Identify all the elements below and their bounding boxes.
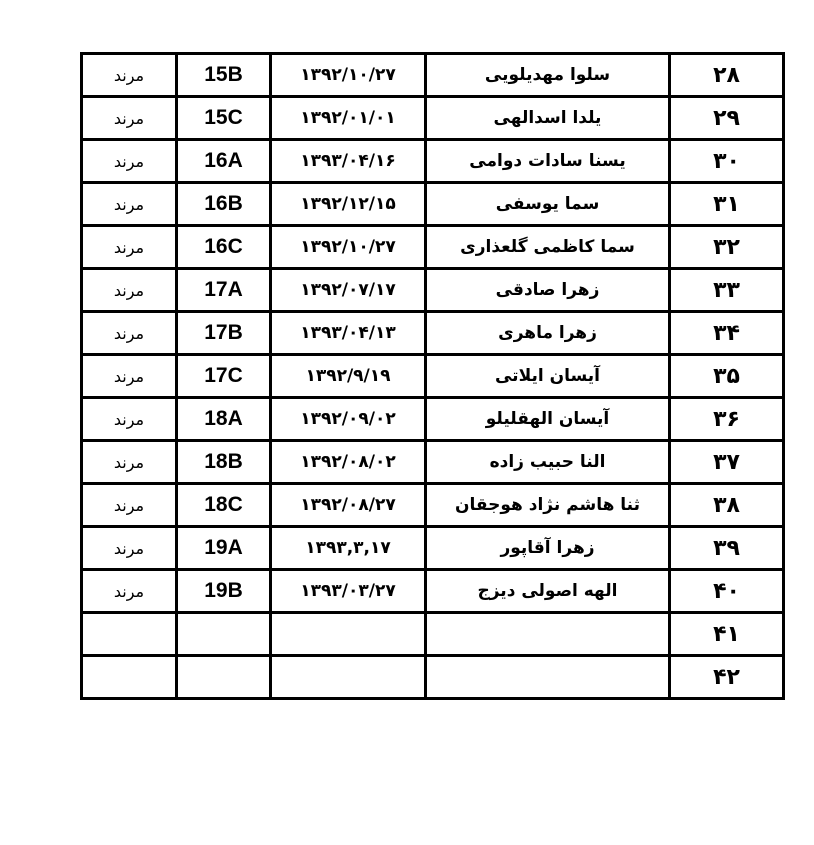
row-number-cell: ۳۴ [670,312,784,355]
city-cell: مرند [82,54,177,97]
table-row [82,613,784,656]
student-name-cell: زهرا ماهری [426,312,670,355]
city-cell: مرند [82,355,177,398]
class-code-cell: 19B [177,570,271,613]
row-number-cell: ۴۱ [670,613,784,656]
row-number-cell: ۳۳ [670,269,784,312]
class-code-cell: 16A [177,140,271,183]
birth-date-cell: ۱۳۹۳/۰۴/۱۳ [271,312,426,355]
city-cell: مرند [82,269,177,312]
city-cell [82,613,177,656]
table-row [82,140,784,183]
student-name-cell: یلدا اسدالهی [426,97,670,140]
class-code-cell: 16C [177,226,271,269]
student-name-cell: یسنا سادات دوامی [426,140,670,183]
city-cell: مرند [82,570,177,613]
class-code-cell [177,613,271,656]
student-name-cell: النا حبیب زاده [426,441,670,484]
row-number-cell: ۳۹ [670,527,784,570]
birth-date-cell: ۱۳۹۲/۹/۱۹ [271,355,426,398]
row-number-cell: ۳۷ [670,441,784,484]
row-number-cell: ۲۹ [670,97,784,140]
student-name-cell: زهرا آقاپور [426,527,670,570]
table-row [82,527,784,570]
birth-date-cell: ۱۳۹۲/۰۷/۱۷ [271,269,426,312]
student-name-cell: سما یوسفی [426,183,670,226]
student-name-cell [426,656,670,699]
table-row [82,656,784,699]
row-number-cell: ۳۱ [670,183,784,226]
student-name-cell: آیسان ایلاتی [426,355,670,398]
birth-date-cell: ۱۳۹۳/۰۳/۲۷ [271,570,426,613]
birth-date-cell: ۱۳۹۲/۰۱/۰۱ [271,97,426,140]
class-code-cell: 17C [177,355,271,398]
class-code-cell: 16B [177,183,271,226]
birth-date-cell: ۱۳۹۲/۰۸/۲۷ [271,484,426,527]
class-code-cell: 19A [177,527,271,570]
birth-date-cell: ۱۳۹۲/۰۹/۰۲ [271,398,426,441]
city-cell: مرند [82,140,177,183]
row-number-cell: ۲۸ [670,54,784,97]
city-cell [82,656,177,699]
birth-date-cell [271,656,426,699]
roster-body [82,54,784,699]
birth-date-cell: ۱۳۹۳,۳,۱۷ [271,527,426,570]
class-code-cell: 18C [177,484,271,527]
city-cell: مرند [82,398,177,441]
class-code-cell: 17B [177,312,271,355]
row-number-cell: ۴۰ [670,570,784,613]
student-roster-table [80,52,785,700]
table-row [82,441,784,484]
table-row [82,54,784,97]
class-code-cell: 18A [177,398,271,441]
student-name-cell: سما کاظمی گلعذاری [426,226,670,269]
table-row [82,312,784,355]
class-code-cell: 18B [177,441,271,484]
row-number-cell: ۴۲ [670,656,784,699]
table-row [82,355,784,398]
table-row [82,269,784,312]
table-row [82,226,784,269]
student-name-cell: ثنا هاشم نژاد هوجقان [426,484,670,527]
birth-date-cell: ۱۳۹۲/۱۲/۱۵ [271,183,426,226]
roster-sheet [80,52,782,700]
student-name-cell [426,613,670,656]
class-code-cell [177,656,271,699]
row-number-cell: ۳۸ [670,484,784,527]
city-cell: مرند [82,527,177,570]
table-row [82,484,784,527]
row-number-cell: ۳۵ [670,355,784,398]
city-cell: مرند [82,484,177,527]
city-cell: مرند [82,97,177,140]
class-code-cell: 17A [177,269,271,312]
row-number-cell: ۳۶ [670,398,784,441]
birth-date-cell: ۱۳۹۲/۰۸/۰۲ [271,441,426,484]
city-cell: مرند [82,183,177,226]
birth-date-cell: ۱۳۹۲/۱۰/۲۷ [271,226,426,269]
city-cell: مرند [82,441,177,484]
table-row [82,398,784,441]
table-row [82,183,784,226]
city-cell: مرند [82,226,177,269]
birth-date-cell [271,613,426,656]
birth-date-cell: ۱۳۹۳/۰۴/۱۶ [271,140,426,183]
row-number-cell: ۳۰ [670,140,784,183]
table-row [82,97,784,140]
student-name-cell: زهرا صادقی [426,269,670,312]
student-name-cell: سلوا مهدیلویی [426,54,670,97]
table-row [82,570,784,613]
student-name-cell: الهه اصولی دیزج [426,570,670,613]
student-name-cell: آیسان الهقلیلو [426,398,670,441]
class-code-cell: 15C [177,97,271,140]
row-number-cell: ۳۲ [670,226,784,269]
birth-date-cell: ۱۳۹۲/۱۰/۲۷ [271,54,426,97]
class-code-cell: 15B [177,54,271,97]
city-cell: مرند [82,312,177,355]
